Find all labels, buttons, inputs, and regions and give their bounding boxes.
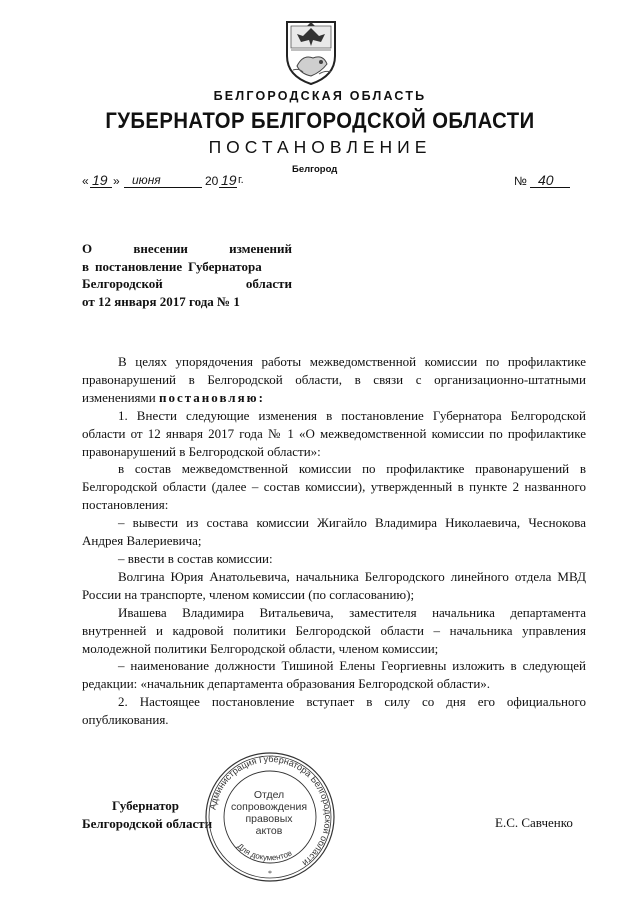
stamp-ring-text: Администрация Губернатора Белгородской области	[207, 753, 334, 869]
stamp-bottom-text: Для документов	[235, 841, 294, 863]
body-paragraph: – наименование должности Тишиной Елены Георгиевны изложить в следующей редакции: «начальник департамента образования Белгородской области».	[82, 658, 586, 692]
date-month: июня	[132, 173, 161, 187]
date-year-suffix: 19	[221, 172, 237, 188]
body-paragraph: Волгина Юрия Анатольевича, начальника Белгородского линейного отдела МВД России на транспорте, членом комиссии (по согласованию);	[82, 568, 586, 602]
region-name: БЕЛГОРОДСКАЯ ОБЛАСТЬ	[213, 89, 427, 103]
date-year-abbr: г.	[238, 174, 244, 186]
body-paragraph: – вывести из состава комиссии Жигайло Владимира Николаевича, Чеснокова Андрея Валериевича;	[82, 515, 586, 549]
subject-line: в постановление Губернатора	[82, 258, 262, 274]
coat-of-arms-emblem	[283, 18, 339, 86]
body-paragraph: – ввести в состав комиссии:	[118, 550, 273, 566]
body-paragraph: 2. Настоящее постановление вступает в силу со дня его официального опубликования.	[82, 694, 586, 728]
subject-line: Белгородской области	[82, 276, 292, 291]
document-number	[514, 172, 574, 194]
body-paragraph: 1. Внести следующие изменения в постановление Губернатора Белгородской области от 12 января 2017 года № 1 «О межведомственной комиссии по профилактике правонарушений в Белгородской области»:	[82, 407, 586, 459]
body-paragraph: Ивашева Владимира Витальевича, заместителя начальника департамента внутренней и кадровой политики Белгородской области – начальника управления молодежной политики Белгородской области, членом комиссии;	[82, 604, 586, 656]
signatory-title: Губернатор Белгородской области	[82, 798, 213, 831]
number-label: №	[514, 174, 527, 188]
date-close-quote: »	[113, 174, 120, 188]
date-day: 19	[92, 172, 108, 188]
subject-line: от 12 января 2017 года № 1	[82, 293, 240, 309]
number-value: 40	[538, 172, 554, 188]
date-year-prefix: 20	[205, 174, 219, 188]
authority-title: ГУБЕРНАТОР БЕЛГОРОДСКОЙ ОБЛАСТИ	[105, 108, 535, 133]
decree-body	[82, 353, 586, 729]
subject-line: О внесении изменений	[82, 241, 292, 256]
document-subject	[82, 240, 292, 310]
svg-text:*: *	[268, 869, 272, 878]
document-type: ПОСТАНОВЛЕНИЕ	[208, 137, 432, 157]
date-line	[82, 172, 282, 194]
body-paragraph: в состав межведомственной комиссии по профилактике правонарушений в Белгородской области (далее – состав комиссии), утвержденный в пункте 2 названного постановления:	[82, 461, 586, 513]
city-name: Белгород	[292, 164, 338, 175]
stamp-center-text: Отдел сопровождения правовых актов	[230, 789, 308, 837]
signatory-name: Е.С. Савченко	[495, 815, 573, 830]
date-open-quote: «	[82, 174, 89, 188]
body-paragraph-intro: В целях упорядочения работы межведомственной комиссии по профилактике правонарушений в Белгородской области, в связи с организационно-штатными изменениями постановляю:	[82, 354, 586, 405]
decree-keyword: постановляю	[158, 389, 259, 405]
svg-text:Для документов	[235, 842, 293, 863]
